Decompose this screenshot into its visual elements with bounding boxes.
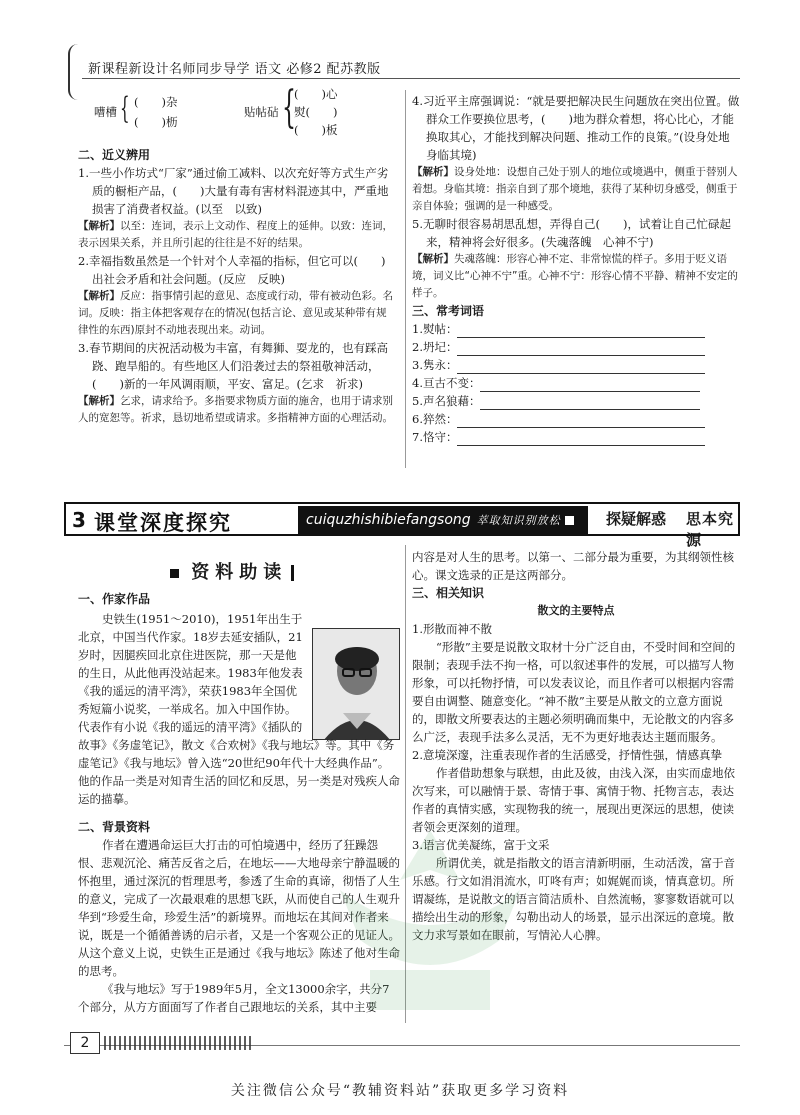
section-banner: [64, 502, 740, 549]
analysis-label: 【解析】: [78, 290, 120, 302]
term-label: 2.坍圮：: [412, 340, 458, 354]
grid1-bottom: ( )枥: [134, 115, 178, 129]
grid1-top: ( )杂: [134, 95, 178, 109]
section-title: 三、常考词语: [412, 304, 485, 318]
analysis-5: [412, 251, 740, 302]
brace-icon: {: [120, 91, 130, 126]
analysis-label: 【解析】: [412, 166, 454, 178]
grid2-head: 贴帖砧: [244, 105, 279, 119]
term-list: [412, 320, 740, 446]
header-rule: [82, 78, 740, 79]
ziliao-title: [170, 558, 294, 584]
section-title: 一、作家作品: [78, 592, 151, 606]
analysis-2: [78, 288, 396, 339]
analysis-text: 以至：连词，表示上文动作、程度上的延伸。以致：连词，表示因果关系，并且所引起的往往是不好的结果。: [78, 220, 393, 249]
question-3: 3.春节期间的庆祝活动极为丰富，有舞狮、耍龙的，也有踩高跷、跑旱船的。有些地区人们沿袭过去的祭祖敬神活动，( )新的一年风调雨顺，平安、富足。(乞求 祈求): [78, 341, 388, 391]
analysis-text: 设身处地：设想自己处于别人的地位或境遇中，侧重于替别人着想。身临其境：指亲自到了那个境地，获得了某种切身感受，侧重于亲自体验；强调的是一种感受。: [412, 166, 738, 212]
grid2-bottom: ( )板: [294, 123, 338, 137]
term-item: [412, 338, 740, 356]
answer-line[interactable]: [457, 445, 705, 446]
term-item: [412, 374, 740, 392]
analysis-label: 【解析】: [78, 395, 120, 407]
term-label: 1.熨帖：: [412, 322, 458, 336]
term-item: [412, 410, 740, 428]
subheading: 散文的主要特点: [537, 604, 615, 617]
analysis-label: 【解析】: [412, 253, 454, 265]
term-item: [412, 320, 740, 338]
analysis-3: [78, 393, 396, 427]
question-1: 1.一些小作坊式“厂家”通过偷工减料、以次充好等方式生产劣质的橱柜产品，( )大量有毒有害材料混迹其中，严重地损害了消费者权益。(以至 以致): [78, 166, 389, 216]
question-2: 2.幸福指数虽然是一个针对个人幸福的指标，但它可以( )出社会矛盾和社会问题。(反应 反映): [78, 254, 386, 286]
grid2-top: ( )心: [294, 87, 338, 101]
term-label: 4.亘古不变：: [412, 376, 481, 390]
banner-pinyin-text: cuiquzhishibiefangsong: [306, 512, 471, 528]
section-title: 三、相关知识: [412, 586, 485, 600]
term-item: [412, 356, 740, 374]
banner-pinyin-sub: 萃取知识别放松: [476, 514, 561, 527]
bar-icon: [291, 565, 294, 581]
section-title: 二、背景资料: [78, 820, 151, 834]
brace-icon: {: [282, 82, 296, 133]
term-item: [412, 428, 740, 446]
grid2-mid: 熨( ): [294, 105, 338, 119]
hatch-decoration: [104, 1036, 254, 1050]
point-1-title: 1.形散而神不散: [412, 622, 492, 636]
left-column-top: [78, 146, 396, 427]
term-item: [412, 392, 740, 410]
analysis-1: [78, 218, 396, 252]
continued-text: 内容是对人生的思考。以第一、二部分最为重要，为其纲领性核心。课文选录的正是这两部分。: [412, 550, 734, 582]
author-text-block: [78, 610, 400, 808]
portrait-spacer: [306, 610, 400, 726]
ziliao-title-text: 资料助读: [191, 562, 288, 583]
square-icon: [565, 516, 574, 525]
term-label: 3.隽永：: [412, 358, 458, 372]
point-3-title: 3.语言优美凝练，富于文采: [412, 838, 550, 852]
analysis-text: 乞求，请求给予。多指要求物质方面的施舍，也用于请求别人的宽恕等。祈求，恳切地希望或请求。多指精神方面的心理活动。: [78, 395, 393, 424]
banner-title: 课堂深度探究: [94, 511, 232, 535]
background-p1: 作者在遭遇命运巨大打击的可怕境遇中，经历了狂躁怨恨、悲观沉沦、痛苦反省之后，在地坛——大地母亲宁静温暖的怀抱里，通过深沉的哲理思考，参透了生命的真谛，彻悟了人生的意义，完成了一次最艰难的思想飞跃，从而使自己的人生观升华到“珍爱生命，珍爱生活”的新境界。而地坛在其间对作者来说，既是一个循循善诱的启示者，又是一个客观公正的见证人。从这个意义上说，史铁生正是通过《我与地坛》陈述了他对生命的思考。: [78, 838, 400, 978]
point-1-text: “形散”主要是说散文取材十分广泛自由，不受时间和空间的限制；表现手法不拘一格，可以叙述事件的发展，可以描写人物形象，可以托物抒情，可以发表议论，而且作者可以根据内容需要自由调整、随意变化。“神不散”主要是从散文的立意方面说的，即散文所要表达的主题必须明确而集中，无论散文的内容多么广泛，表现手法多么灵活，无不为更好地表达主题而服务。: [412, 640, 736, 744]
point-3-text: 所谓优美，就是指散文的语言清新明丽，生动活泼，富于音乐感。行文如涓涓流水，叮咚有声；如娓娓而谈，情真意切。所谓凝练，是说散文的语言简洁质朴、自然流畅，寥寥数语就可以描绘出生动的形象，勾勒出动人的场景，显示出深远的意境。散文力求写景如在眼前，写情沁人心脾。: [412, 856, 735, 942]
column-divider: [405, 90, 406, 468]
grid1-head: 嘈槽: [94, 105, 117, 119]
term-label: 6.猝然：: [412, 412, 458, 426]
left-column-bottom: [78, 590, 400, 608]
point-2-title: 2.意境深邃，注重表现作者的生活感受，抒情性强，情感真挚: [412, 748, 722, 762]
page-number: 2: [70, 1032, 100, 1054]
point-2-text: 作者借助想象与联想，由此及彼，由浅入深，由实而虚地依次写来，可以融情于景、寄情于事、寓情于物、托物言志，表达作者的真情实感，实现物我的统一，展现出更深远的思想，使读者领会更深刻的道理。: [412, 766, 735, 834]
section-title: 二、近义辨用: [78, 148, 151, 162]
watermark-logo-icon: [300, 820, 560, 1030]
term-label: 7.恪守：: [412, 430, 458, 444]
header-bracket: [68, 44, 82, 100]
banner-tag-1: 探疑解惑: [606, 510, 667, 528]
term-label: 5.声名狼藉：: [412, 394, 481, 408]
right-column-top: [412, 92, 740, 446]
banner-number: 3: [72, 508, 86, 532]
banner-tag-2: 思本究源: [686, 510, 735, 549]
analysis-4: [412, 164, 740, 215]
banner-pinyin: [298, 506, 588, 534]
word-grid: [94, 82, 394, 140]
question-5: 5.无聊时很容易胡思乱想，弄得自己( )，试着让自己忙碌起来，精神将会好很多。(失魂落魄 心神不宁): [412, 217, 731, 249]
page-header: 新课程新设计名师同步导学 语文 必修2 配苏教版: [88, 62, 381, 77]
question-4: 4.习近平主席强调说：“就是要把解决民生问题放在突出位置。做群众工作要换位思考，( )地为群众着想，将心比心，才能换取其心，才能找到解决问题、推动工作的良策。”(设身处地 身临其境): [412, 94, 742, 162]
analysis-label: 【解析】: [78, 220, 120, 232]
footer-note: 关注微信公众号“教辅资料站”获取更多学习资料: [230, 1083, 570, 1099]
author-text: 史铁生(1951～2010)，1951年出生于北京，中国当代作家。18岁去延安插队，21岁时，因腿疾回北京住进医院，那一天是他的生日，从此他再没站起来。1983年他发表《我的遥远的清平湾》，荣获1983年全国优秀短篇小说奖，一举成名。加入中国作协。代表作有小说《我的遥远的清平湾》《插队的故事》《务虚笔记》，散文《合欢树》《我与地坛》等。其中《务虚笔记》《我与地坛》曾入选“20世纪90年代十大经典作品”。他的作品一类是对知青生活的回忆和反思，另一类是对残疾人命运的描摹。: [78, 612, 400, 806]
analysis-text: 失魂落魄：形容心神不定、非常惊慌的样子。多用于贬义语境，词义比“心神不宁”重。心神不宁：形容心情不平静、精神不安定的样子。: [412, 253, 738, 299]
analysis-text: 反应：指事情引起的意见、态度或行动，带有被动色彩。名词。反映：指主体把客观存在的情况(包括言论、意见或某种带有规律性的东西)原封不动地表现出来。动词。: [78, 290, 393, 336]
square-icon: [170, 569, 179, 578]
background-p2: 《我与地坛》写于1989年5月，全文13000余字，共分7个部分，从方方面面写了作者自己跟地坛的关系，其中主要: [78, 982, 390, 1014]
